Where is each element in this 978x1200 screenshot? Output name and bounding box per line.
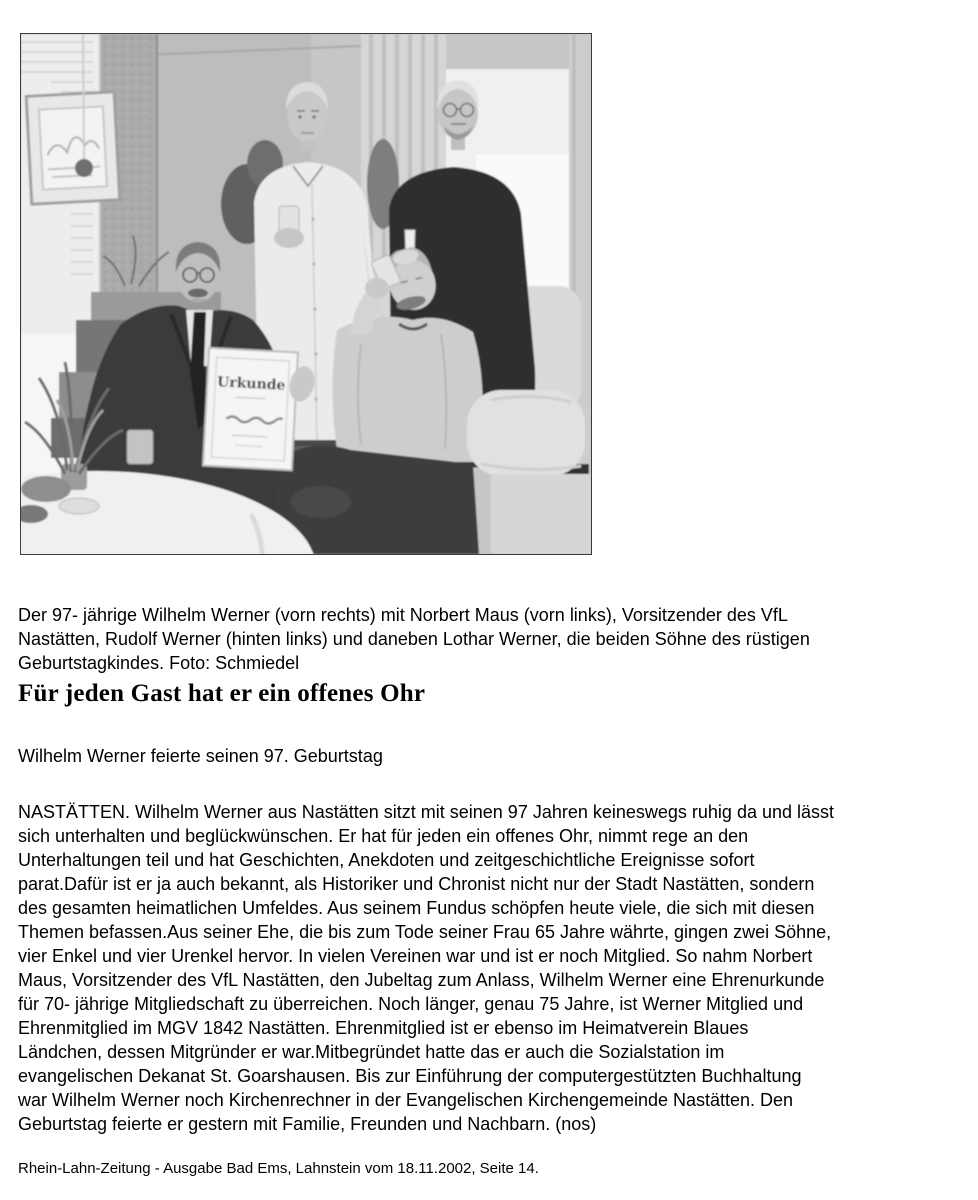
caption-line: Der 97- jährige Wilhelm Werner (vorn rechts) mit Norbert Maus (vorn links), Vorsitzender des VfL xyxy=(18,605,788,625)
article-subheadline: Wilhelm Werner feierte seinen 97. Geburtstag xyxy=(18,746,383,766)
photo-caption xyxy=(18,603,810,675)
certificate-title: Urkunde xyxy=(216,374,286,394)
body-line: Ländchen, dessen Mitgründer er war.Mitbegründet hatte das er auch die Sozialstation im xyxy=(18,1042,725,1062)
caption-line: Nastätten, Rudolf Werner (hinten links) und daneben Lothar Werner, die beiden Söhne des rüstigen xyxy=(18,629,810,649)
body-line: sich unterhalten und beglückwünschen. Er hat für jeden ein offenes Ohr, nimmt rege an den xyxy=(18,826,749,846)
article-body xyxy=(18,800,834,1136)
body-line: des gesamten heimatlichen Umfeldes. Aus seinem Fundus schöpfen heute viele, die sich mit diesen xyxy=(18,898,815,918)
body-line: Ehrenmitglied im MGV 1842 Nastätten. Ehrenmitglied ist er ebenso im Heimatverein Blaues xyxy=(18,1018,749,1038)
caption-line: Geburtstagkindes. Foto: Schmiedel xyxy=(18,653,300,673)
body-line: Themen befassen.Aus seiner Ehe, die bis zum Tode seiner Frau 65 Jahre währte, gingen zwei Söhne, xyxy=(18,922,832,942)
body-line: parat.Dafür ist er ja auch bekannt, als Historiker und Chronist nicht nur der Stadt Nastätten, sondern xyxy=(18,874,815,894)
photo-curtain-pull xyxy=(75,159,93,177)
body-line: vier Enkel und vier Urenkel hervor. In vielen Vereinen war und ist er noch Mitglied. So nahm Norbert xyxy=(18,946,813,966)
article-headline: Für jeden Gast hat er ein offenes Ohr xyxy=(18,680,426,707)
photo-certificate xyxy=(203,348,298,470)
photo-illustration xyxy=(21,34,591,554)
article-photo xyxy=(20,33,592,555)
source-line: Rhein-Lahn-Zeitung - Ausgabe Bad Ems, Lahnstein vom 18.11.2002, Seite 14. xyxy=(18,1160,539,1177)
body-line: Maus, Vorsitzender des VfL Nastätten, den Jubeltag zum Anlass, Wilhelm Werner eine Ehrenurkunde xyxy=(18,970,825,990)
body-line: Geburtstag feierte er gestern mit Familie, Freunden und Nachbarn. (nos) xyxy=(18,1114,597,1134)
body-line: war Wilhelm Werner noch Kirchenrechner in der Evangelischen Kirchengemeinde Nastätten. Den xyxy=(18,1090,794,1110)
body-line: für 70- jährige Mitgliedschaft zu überreichen. Noch länger, genau 75 Jahre, ist Werner Mitglied und xyxy=(18,994,804,1014)
body-line: Unterhaltungen teil und hat Geschichten, Anekdoten und zeitgeschichtliche Ereignisse sofort xyxy=(18,850,755,870)
body-line: NASTÄTTEN. Wilhelm Werner aus Nastätten sitzt mit seinen 97 Jahren keineswegs ruhig da und lässt xyxy=(18,802,835,822)
body-line: evangelischen Dekanat St. Goarshausen. Bis zur Einführung der computergestützten Buchhaltung xyxy=(18,1066,802,1086)
photo-picture-frame xyxy=(26,92,120,204)
